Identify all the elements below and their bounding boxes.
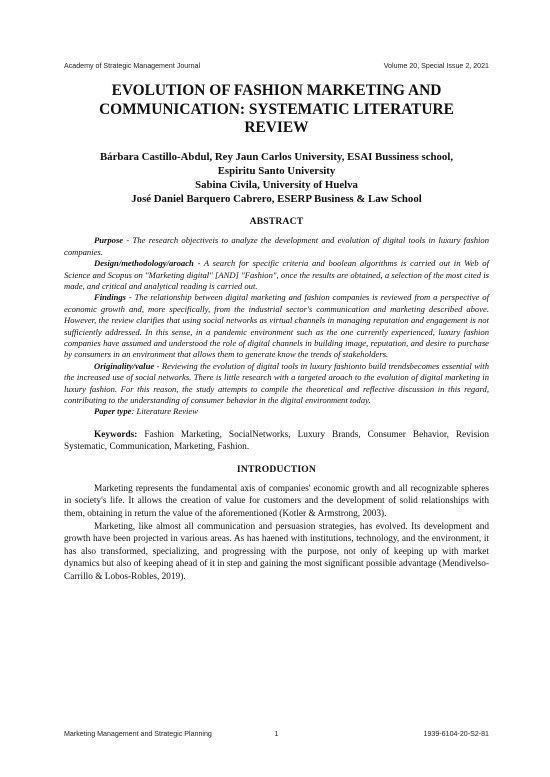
abstract-body bbox=[64, 235, 489, 418]
journal-name: Academy of Strategic Management Journal bbox=[64, 62, 201, 70]
keywords-label: Keywords: bbox=[94, 429, 138, 440]
introduction-heading: INTRODUCTION bbox=[236, 463, 317, 475]
footer-right: 1939-6104-20-S2-81 bbox=[423, 730, 489, 738]
abstract-findings bbox=[64, 292, 489, 360]
keywords-text: Fashion Marketing, SocialNetworks, Luxury Brands, Consumer Behavior, Revision Systematic, Communication, Marketing, Fashion. bbox=[64, 429, 489, 453]
abstract-paper-type bbox=[64, 406, 489, 417]
abstract-text: - A search for specific criteria and boolean algorithms is carried out in Web of Science and Scopus on "Marketing digital" [AND] "Fashion", once the results are obtained, a selection of the most cited is made, and critical and analytical reading is carried out. bbox=[64, 258, 489, 291]
title-line: COMMUNICATION: SYSTEMATIC LITERATURE bbox=[99, 100, 454, 118]
abstract-label: Originality/value bbox=[94, 360, 155, 371]
abstract-text: - Reviewing the evolution of digital tools in luxury fashionto build trendsbecomes essential with the increased use of social networks. There is little research with a targeted aroach to the evolution of digital marketing in luxury fashion. For this reason, the study attempts to compile the theoretical and reflective discussion in this regard, contributing to the understanding of consumer behavior in the digital environment today. bbox=[64, 360, 489, 405]
paper-title bbox=[64, 82, 489, 138]
footer-left: Marketing Management and Strategic Planning bbox=[64, 730, 212, 738]
introduction-body bbox=[64, 483, 489, 584]
paragraph: Marketing represents the fundamental axis of companies' economic growth and all recognizable spheres in society's life. It allows the creation of value for customers and the development of solid relationships with them, obtaining in return the value of the aforementioned (Kotler & Armstrong, 2003). bbox=[64, 483, 489, 519]
abstract-label: Findings bbox=[94, 292, 127, 303]
abstract-text: - The research objectiveis to analyze the development and evolution of digital tools in luxury fashion companies. bbox=[64, 235, 489, 257]
abstract-text: : Literature Review bbox=[131, 406, 198, 417]
author-line: Bárbara Castillo-Abdul, Rey Jaun Carlos University, ESAI Bussiness school, bbox=[99, 150, 454, 163]
abstract-purpose bbox=[64, 235, 489, 258]
keywords bbox=[64, 429, 489, 454]
abstract-label: Design/methodology/aroach bbox=[94, 258, 194, 269]
abstract-label: Purpose bbox=[94, 235, 124, 246]
title-line: REVIEW bbox=[244, 119, 309, 136]
author-block bbox=[64, 150, 489, 207]
author-line: Sabina Civila, University of Huelva bbox=[195, 178, 358, 191]
abstract-originality bbox=[64, 361, 489, 407]
title-line: EVOLUTION OF FASHION MARKETING AND bbox=[111, 82, 442, 99]
page-number: 1 bbox=[274, 730, 279, 738]
volume-info: Volume 20, Special Issue 2, 2021 bbox=[383, 62, 489, 70]
abstract-design bbox=[64, 258, 489, 292]
abstract-label: Paper type bbox=[94, 406, 132, 417]
author-line: Espiritu Santo University bbox=[217, 164, 336, 177]
author-line: José Daniel Barquero Cabrero, ESERP Business & Law School bbox=[131, 193, 422, 206]
abstract-heading: ABSTRACT bbox=[249, 216, 304, 228]
abstract-text: - The relationship between digital marketing and fashion companies is reviewed from a perspective of economic growth and, more specifically, from the industrial sector's communication and marketing described above. However, the review clarifies that using social networks as virtual channels in managing reputation and engagement is not sufficiently addressed. In this sense, in a pandemic environment such as the one currently experienced, luxury fashion companies have assumed and understood the role of digital channels in building image, reputation, and desire to purchase by consumers in an environment that allows them to generate know the trends of stakeholders. bbox=[64, 292, 489, 360]
running-header bbox=[64, 62, 489, 70]
page-footer bbox=[64, 730, 489, 738]
paragraph: Marketing, like almost all communication and persuasion strategies, has evolved. Its development and growth have been projected in various areas. As has haened with institutions, technology, and the environment, it has also transformed, specializing, and progressing with the purpose, not only of keeping up with market dynamics but also of keeping ahead of it in step and gaining the most significant possible advantage (Mendivelso-Carrillo & Lobos-Robles, 2019). bbox=[64, 521, 489, 582]
